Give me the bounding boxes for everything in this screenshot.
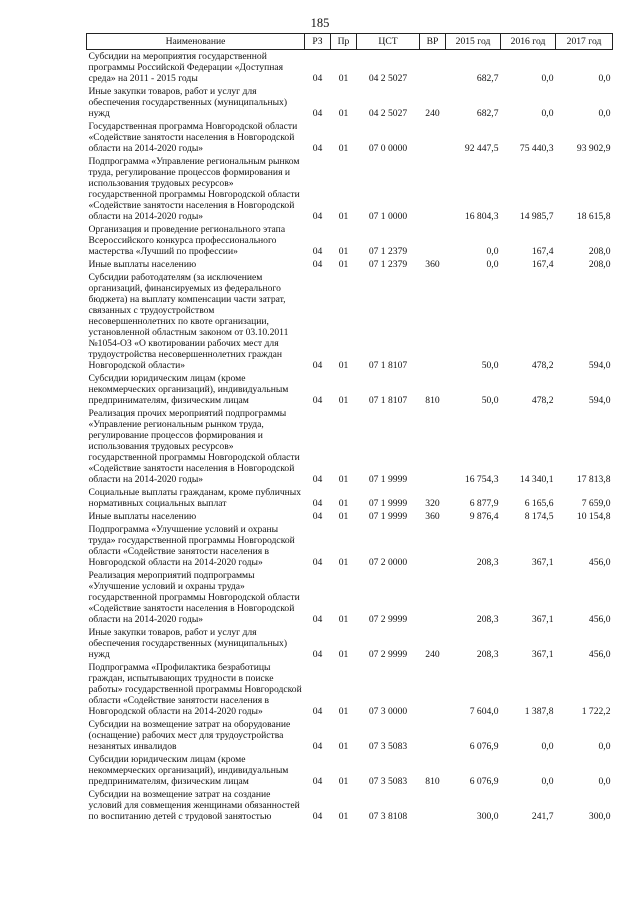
row-2015-value: 300,0 — [476, 811, 499, 822]
row-2016-value: 478,2 — [531, 395, 554, 406]
row-vr — [420, 50, 446, 86]
row-pr: 01 — [338, 259, 349, 270]
row-cst: 07 1 8107 — [368, 360, 408, 371]
row-2015-value: 50,0 — [481, 360, 499, 371]
row-2017-value: 10 154,8 — [576, 511, 611, 522]
row-2017-value: 594,0 — [588, 395, 611, 406]
table-row — [87, 486, 613, 510]
row-name: Субсидии на мероприятия государственной программы Российской Федерации «Доступная среда» на 2011 - 2015 годы — [88, 51, 284, 84]
row-cst: 07 2 9999 — [368, 614, 408, 625]
row-rz: 04 — [312, 511, 323, 522]
row-2015-value: 16 754,3 — [464, 474, 499, 485]
row-pr: 01 — [338, 741, 349, 752]
row-cst: 07 3 5083 — [368, 776, 408, 787]
table-row — [87, 155, 613, 223]
table-row — [87, 223, 613, 258]
row-name: Субсидии юридическим лицам (кроме некоммерческих организаций), индивидуальным предпринимателям, физическим лицам — [88, 373, 289, 406]
column-header-vr: ВР — [420, 34, 446, 50]
row-2015-value: 208,3 — [476, 557, 499, 568]
row-rz: 04 — [312, 73, 323, 84]
row-vr: 240 — [425, 649, 440, 660]
row-vr — [420, 661, 446, 718]
row-2016-value: 14 985,7 — [519, 211, 554, 222]
row-2015-value: 208,3 — [476, 649, 499, 660]
column-header-2017: 2017 год — [556, 34, 613, 50]
column-header-name: Наименование — [87, 34, 305, 50]
row-vr: 360 — [425, 511, 440, 522]
row-name: Реализация прочих мероприятий подпрограммы «Управление региональным рынком труда, регулирование процессов формирования и использования трудовых ресурсов» государственной программы Новгородской области «Содействие занятости населения в Новгородской области на 2014-2020 годы» — [88, 408, 300, 485]
row-2017-value: 456,0 — [588, 557, 611, 568]
row-cst: 07 1 0000 — [368, 211, 408, 222]
row-2017-value: 456,0 — [588, 649, 611, 660]
row-vr — [420, 155, 446, 223]
row-cst: 07 0 0000 — [368, 143, 408, 154]
row-2017-value: 7 659,0 — [581, 498, 611, 509]
row-2016-value: 367,1 — [531, 557, 554, 568]
row-pr: 01 — [338, 614, 349, 625]
table-row — [87, 120, 613, 155]
row-name: Организация и проведение регионального этапа Всероссийского конкурса профессионального мастерства «Лучший по профессии» — [88, 224, 286, 257]
row-pr: 01 — [338, 108, 349, 119]
row-pr: 01 — [338, 246, 349, 257]
row-2017-value: 300,0 — [588, 811, 611, 822]
row-2015-value: 6 076,9 — [469, 776, 499, 787]
table-row — [87, 718, 613, 753]
row-2016-value: 241,7 — [531, 811, 554, 822]
row-cst: 07 1 2379 — [368, 246, 408, 257]
row-rz: 04 — [312, 741, 323, 752]
row-2017-value: 0,0 — [598, 776, 611, 787]
row-2016-value: 14 340,1 — [519, 474, 554, 485]
table-row — [87, 661, 613, 718]
row-rz: 04 — [312, 811, 323, 822]
row-name: Субсидии на возмещение затрат на создание условий для совмещения женщинами обязанностей по воспитанию детей с трудовой занятостью — [88, 789, 300, 822]
table-body — [87, 50, 613, 824]
row-rz: 04 — [312, 395, 323, 406]
row-pr: 01 — [338, 211, 349, 222]
table-header-row — [87, 34, 613, 50]
page-number: 185 — [310, 16, 330, 30]
row-vr — [420, 569, 446, 626]
row-2016-value: 0,0 — [541, 741, 554, 752]
row-2017-value: 1 722,2 — [581, 706, 611, 717]
row-rz: 04 — [312, 474, 323, 485]
row-2015-value: 7 604,0 — [469, 706, 499, 717]
row-pr: 01 — [338, 143, 349, 154]
row-rz: 04 — [312, 498, 323, 509]
row-pr: 01 — [338, 474, 349, 485]
row-name: Подпрограмма «Управление региональным рынком труда, регулирование процессов формирования и использования трудовых ресурсов» государственной программы Новгородской области «Содействие занятости населения в Новгородской области на 2014-2020 годы» — [88, 156, 300, 222]
row-cst: 07 3 5083 — [368, 741, 408, 752]
row-cst: 07 3 0000 — [368, 706, 408, 717]
row-2017-value: 594,0 — [588, 360, 611, 371]
row-2017-value: 456,0 — [588, 614, 611, 625]
row-rz: 04 — [312, 776, 323, 787]
row-name: Подпрограмма «Профилактика безработицы граждан, испытывающих трудности в поиске работы» государственной программы Новгородской области «Содействие занятости населения в Новгородской области на 2014-2020 годы» — [88, 662, 302, 717]
row-2015-value: 682,7 — [476, 108, 499, 119]
row-2015-value: 682,7 — [476, 73, 499, 84]
row-name: Подпрограмма «Улучшение условий и охраны труда» государственной программы Новгородской области «Содействие занятости населения в Новгородской области на 2014-2020 годы» — [88, 524, 295, 568]
row-rz: 04 — [312, 211, 323, 222]
row-name: Государственная программа Новгородской области «Содействие занятости населения в Новгородской области на 2014-2020 годы» — [88, 121, 298, 154]
column-header-2016: 2016 год — [501, 34, 556, 50]
row-vr — [420, 788, 446, 823]
row-2016-value: 167,4 — [531, 259, 554, 270]
table-row — [87, 626, 613, 661]
row-name: Иные выплаты населению — [88, 259, 197, 270]
row-name: Субсидии на возмещение затрат на оборудование (оснащение) рабочих мест для трудоустройства незанятых инвалидов — [88, 719, 291, 752]
row-rz: 04 — [312, 649, 323, 660]
row-name: Иные выплаты населению — [88, 511, 197, 522]
table-row — [87, 372, 613, 407]
row-2015-value: 92 447,5 — [464, 143, 499, 154]
row-vr: 810 — [425, 395, 440, 406]
row-cst: 07 1 9999 — [368, 498, 408, 509]
row-2017-value: 93 902,9 — [576, 143, 611, 154]
row-2017-value: 0,0 — [598, 741, 611, 752]
row-pr: 01 — [338, 776, 349, 787]
row-cst: 07 1 9999 — [368, 474, 408, 485]
row-pr: 01 — [338, 360, 349, 371]
table-row — [87, 510, 613, 523]
row-name: Иные закупки товаров, работ и услуг для обеспечения государственных (муниципальных) нужд — [88, 627, 288, 660]
row-2015-value: 6 877,9 — [469, 498, 499, 509]
row-2016-value: 8 174,5 — [524, 511, 554, 522]
row-2015-value: 0,0 — [486, 259, 499, 270]
row-vr: 360 — [425, 259, 440, 270]
row-2016-value: 478,2 — [531, 360, 554, 371]
row-pr: 01 — [338, 811, 349, 822]
column-header-cst: ЦСТ — [357, 34, 420, 50]
row-rz: 04 — [312, 108, 323, 119]
row-vr: 320 — [425, 498, 440, 509]
table-row — [87, 523, 613, 569]
row-rz: 04 — [312, 259, 323, 270]
row-name: Субсидии работодателям (за исключением организаций, финансируемых из федерального бюджета) на выплату компенсации части затрат, связанных с трудоустройством несовершеннолетних по квоте организации, установленной областным законом от 03.10.2011 №1054-ОЗ «О квотировании рабочих мест для трудоустройства несовершеннолетних граждан Новгородской области» — [88, 272, 289, 371]
row-2017-value: 18 615,8 — [576, 211, 611, 222]
row-2016-value: 0,0 — [541, 108, 554, 119]
row-2017-value: 208,0 — [588, 246, 611, 257]
row-pr: 01 — [338, 557, 349, 568]
row-2016-value: 167,4 — [531, 246, 554, 257]
row-2015-value: 16 804,3 — [464, 211, 499, 222]
row-vr: 240 — [425, 108, 440, 119]
row-cst: 07 2 9999 — [368, 649, 408, 660]
row-name: Иные закупки товаров, работ и услуг для обеспечения государственных (муниципальных) нужд — [88, 86, 288, 119]
budget-table — [86, 33, 613, 823]
row-rz: 04 — [312, 614, 323, 625]
row-cst: 07 1 9999 — [368, 511, 408, 522]
row-cst: 04 2 5027 — [368, 108, 408, 119]
row-pr: 01 — [338, 706, 349, 717]
table-row — [87, 788, 613, 823]
row-2016-value: 0,0 — [541, 776, 554, 787]
row-2016-value: 6 165,6 — [524, 498, 554, 509]
row-2016-value: 1 387,8 — [524, 706, 554, 717]
column-header-2015: 2015 год — [446, 34, 501, 50]
row-pr: 01 — [338, 649, 349, 660]
row-2015-value: 0,0 — [486, 246, 499, 257]
row-vr — [420, 523, 446, 569]
row-cst: 04 2 5027 — [368, 73, 408, 84]
row-rz: 04 — [312, 143, 323, 154]
row-rz: 04 — [312, 360, 323, 371]
row-2016-value: 75 440,3 — [519, 143, 554, 154]
row-rz: 04 — [312, 557, 323, 568]
row-vr — [420, 718, 446, 753]
row-cst: 07 1 2379 — [368, 259, 408, 270]
row-cst: 07 3 8108 — [368, 811, 408, 822]
row-2017-value: 0,0 — [598, 108, 611, 119]
table-row — [87, 569, 613, 626]
table-row — [87, 50, 613, 86]
row-pr: 01 — [338, 498, 349, 509]
column-header-pr: Пр — [331, 34, 357, 50]
row-rz: 04 — [312, 246, 323, 257]
row-2017-value: 208,0 — [588, 259, 611, 270]
table-row — [87, 753, 613, 788]
row-pr: 01 — [338, 395, 349, 406]
row-pr: 01 — [338, 511, 349, 522]
row-2016-value: 367,1 — [531, 614, 554, 625]
row-2015-value: 50,0 — [481, 395, 499, 406]
row-2017-value: 0,0 — [598, 73, 611, 84]
table-row — [87, 258, 613, 271]
row-rz: 04 — [312, 706, 323, 717]
table-row — [87, 271, 613, 372]
row-vr — [420, 120, 446, 155]
row-2016-value: 367,1 — [531, 649, 554, 660]
row-cst: 07 2 0000 — [368, 557, 408, 568]
row-name: Социальные выплаты гражданам, кроме публичных нормативных социальных выплат — [88, 487, 302, 509]
table-row — [87, 85, 613, 120]
row-name: Субсидии юридическим лицам (кроме некоммерческих организаций), индивидуальным предпринимателям, физическим лицам — [88, 754, 289, 787]
row-cst: 07 1 8107 — [368, 395, 408, 406]
row-2017-value: 17 813,8 — [576, 474, 611, 485]
row-2015-value: 9 876,4 — [469, 511, 499, 522]
row-vr — [420, 223, 446, 258]
row-2016-value: 0,0 — [541, 73, 554, 84]
row-vr — [420, 271, 446, 372]
row-2015-value: 6 076,9 — [469, 741, 499, 752]
table-row — [87, 407, 613, 486]
row-vr: 810 — [425, 776, 440, 787]
row-vr — [420, 407, 446, 486]
column-header-rz: РЗ — [305, 34, 331, 50]
row-2015-value: 208,3 — [476, 614, 499, 625]
row-pr: 01 — [338, 73, 349, 84]
row-name: Реализация мероприятий подпрограммы «Улучшение условий и охраны труда» государственной программы Новгородской области «Содействие занятости населения в Новгородской области на 2014-2020 годы» — [88, 570, 300, 625]
